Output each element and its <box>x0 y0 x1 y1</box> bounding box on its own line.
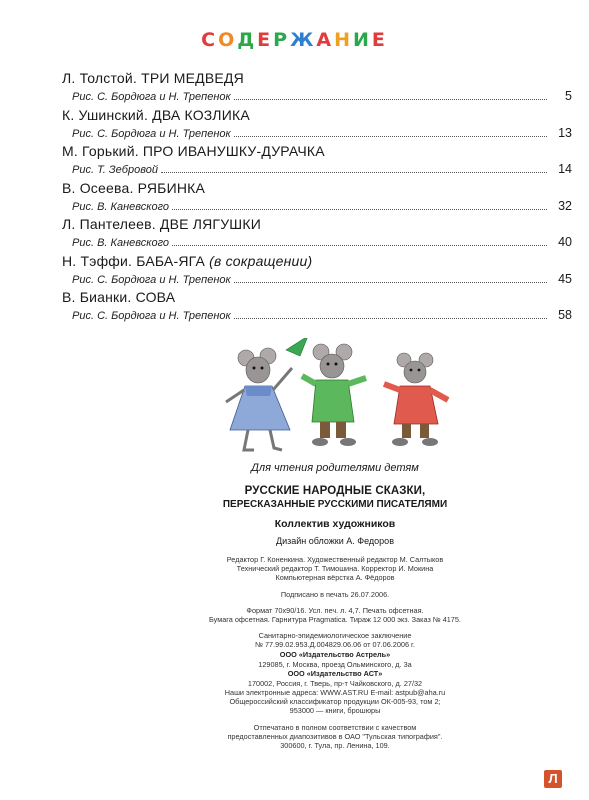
toc-page-number: 40 <box>558 235 572 249</box>
title-letter: Е <box>371 29 388 51</box>
toc-illustrators: Рис. Т. Зебровой <box>72 164 158 176</box>
imprint-block <box>190 462 480 750</box>
toc-entry <box>62 143 572 180</box>
cover-design-credit: Дизайн обложки А. Федоров <box>276 536 394 546</box>
contents-title <box>0 29 589 51</box>
toc-entry <box>62 253 572 290</box>
toc-entry <box>62 180 572 217</box>
publisher-ast-line: Наши электронные адреса: WWW.AST.RU E-mail: astpub@aha.ru <box>224 688 446 698</box>
toc-work-title: ТРИ МЕДВЕДЯ <box>141 70 244 86</box>
printing-line: Отпечатано в полном соответствии с качеством <box>253 722 417 732</box>
toc-leader-dots <box>172 208 547 210</box>
toc-leader-dots <box>161 171 547 173</box>
printing-line: предоставленных диапозитивов в ОАО "Тульская типография". <box>227 731 443 741</box>
toc-author: Л. Толстой. <box>62 70 138 86</box>
publisher-ast-details <box>190 679 480 716</box>
toc-entry-heading <box>62 289 175 305</box>
toc-entry-heading <box>62 216 261 232</box>
toc-illustrators: Рис. С. Бордюга и Н. Трепенок <box>72 91 231 103</box>
toc-entry <box>62 70 572 107</box>
publisher-ast-name: ООО «Издательство АСТ» <box>287 668 383 678</box>
for-parents-note: Для чтения родителями детям <box>251 462 419 474</box>
dancing-mice-illustration <box>220 338 470 460</box>
sanitary-line: Санитарно-эпидемиологическое заключение <box>258 631 412 641</box>
toc-entry <box>62 216 572 253</box>
toc-illustrators: Рис. С. Бордюга и Н. Трепенок <box>72 273 231 286</box>
toc-page-number: 58 <box>558 308 572 322</box>
title-letter: Н <box>334 29 353 51</box>
toc-entry-heading <box>62 70 244 86</box>
toc-author: Л. Пантелеев. <box>62 216 156 232</box>
publisher-ast-line: 170002, Россия, г. Тверь, пр-т Чайковского, д. 27/32 <box>247 678 423 688</box>
toc-author: К. Ушинский. <box>62 106 149 123</box>
editors-credits <box>190 555 480 583</box>
toc-author: В. Осеева. <box>62 179 134 196</box>
editors-line: Компьютерная вёрстка А. Фёдоров <box>275 573 395 583</box>
title-letter: С <box>201 29 219 51</box>
title-letter: Д <box>237 29 258 51</box>
book-subtitle: ПЕРЕСКАЗАННЫЕ РУССКИМИ ПИСАТЕЛЯМИ <box>222 499 448 510</box>
toc-author: М. Горький. <box>62 143 139 159</box>
toc-leader-dots <box>172 244 547 246</box>
editors-line: Технический редактор Т. Тимошина. Корректор И. Мокина <box>236 564 434 574</box>
format-line: Бумага офсетная. Гарнитура Pragmatica. Тираж 12 000 экз. Заказ № 4175. <box>209 615 461 625</box>
toc-illustrators: Рис. В. Каневского <box>72 237 170 249</box>
title-letter: О <box>218 29 238 51</box>
publisher-ast-line: Общероссийский классификатор продукции ОК-005-93, том 2; <box>229 697 441 707</box>
toc-page-number: 32 <box>558 198 572 213</box>
toc-leader-dots <box>234 135 547 137</box>
title-letter: А <box>316 29 335 51</box>
toc-illustrators: Рис. С. Бордюга и Н. Трепенок <box>72 310 231 322</box>
toc-leader-dots <box>234 98 547 100</box>
book-title: РУССКИЕ НАРОДНЫЕ СКАЗКИ, <box>244 485 426 497</box>
toc-entry-heading <box>62 143 325 159</box>
toc-entry-heading <box>62 253 312 269</box>
toc-entry-heading <box>62 180 205 196</box>
artists-collective: Коллектив художников <box>274 518 396 530</box>
toc-author: В. Бианки. <box>62 289 132 305</box>
publisher-astrel-address: 129085, г. Москва, проезд Ольминского, д. 3а <box>258 659 412 669</box>
toc-work-title: СОВА <box>135 289 176 305</box>
toc-page-number: 14 <box>558 162 572 176</box>
editors-line: Редактор Г. Коненкина. Художественный редактор М. Салтыков <box>226 555 444 564</box>
printing-house <box>190 723 480 751</box>
title-letter: Ж <box>290 29 317 51</box>
toc-page-number: 5 <box>565 89 572 103</box>
title-letter: И <box>352 29 372 51</box>
sanitary-certificate <box>190 631 480 649</box>
toc-note: (в сокращении) <box>209 252 313 269</box>
sanitary-line: № 77.99.02.953.Д.004829.06.06 от 07.06.2006 г. <box>255 640 415 650</box>
format-details <box>190 606 480 624</box>
printing-line: 300600, г. Тула, пр. Ленина, 109. <box>280 741 390 751</box>
title-letter: Р <box>273 29 291 51</box>
signed-to-print: Подписано в печать 26.07.2006. <box>280 589 390 599</box>
toc-work-title: БАБА-ЯГА <box>136 252 206 269</box>
toc-page-number: 13 <box>558 125 572 140</box>
toc-leader-dots <box>234 281 547 283</box>
format-line: Формат 70х90/16. Усл. печ. л. 4,7. Печать офсетная. <box>246 605 424 615</box>
toc-entry-heading <box>62 107 250 123</box>
publisher-astrel-name: ООО «Издательство Астрель» <box>279 649 391 659</box>
toc-work-title: ДВЕ ЛЯГУШКИ <box>159 216 261 232</box>
title-letter: Е <box>257 29 274 51</box>
labirint-logo-icon: Л <box>544 770 562 788</box>
toc-illustrators: Рис. В. Каневского <box>72 200 170 213</box>
toc-page-number: 45 <box>558 271 572 286</box>
toc-author: Н. Тэффи. <box>62 252 133 269</box>
toc-work-title: ДВА КОЗЛИКА <box>152 106 250 123</box>
toc-illustrators: Рис. С. Бордюга и Н. Трепенок <box>72 127 231 140</box>
toc-entry <box>62 107 572 144</box>
publisher-ast-line: 953000 — книги, брошюры <box>289 706 381 716</box>
toc-leader-dots <box>234 317 547 319</box>
toc-work-title: РЯБИНКА <box>137 179 206 196</box>
table-of-contents <box>62 70 572 326</box>
toc-work-title: ПРО ИВАНУШКУ-ДУРАЧКА <box>142 143 325 159</box>
toc-entry <box>62 289 572 326</box>
